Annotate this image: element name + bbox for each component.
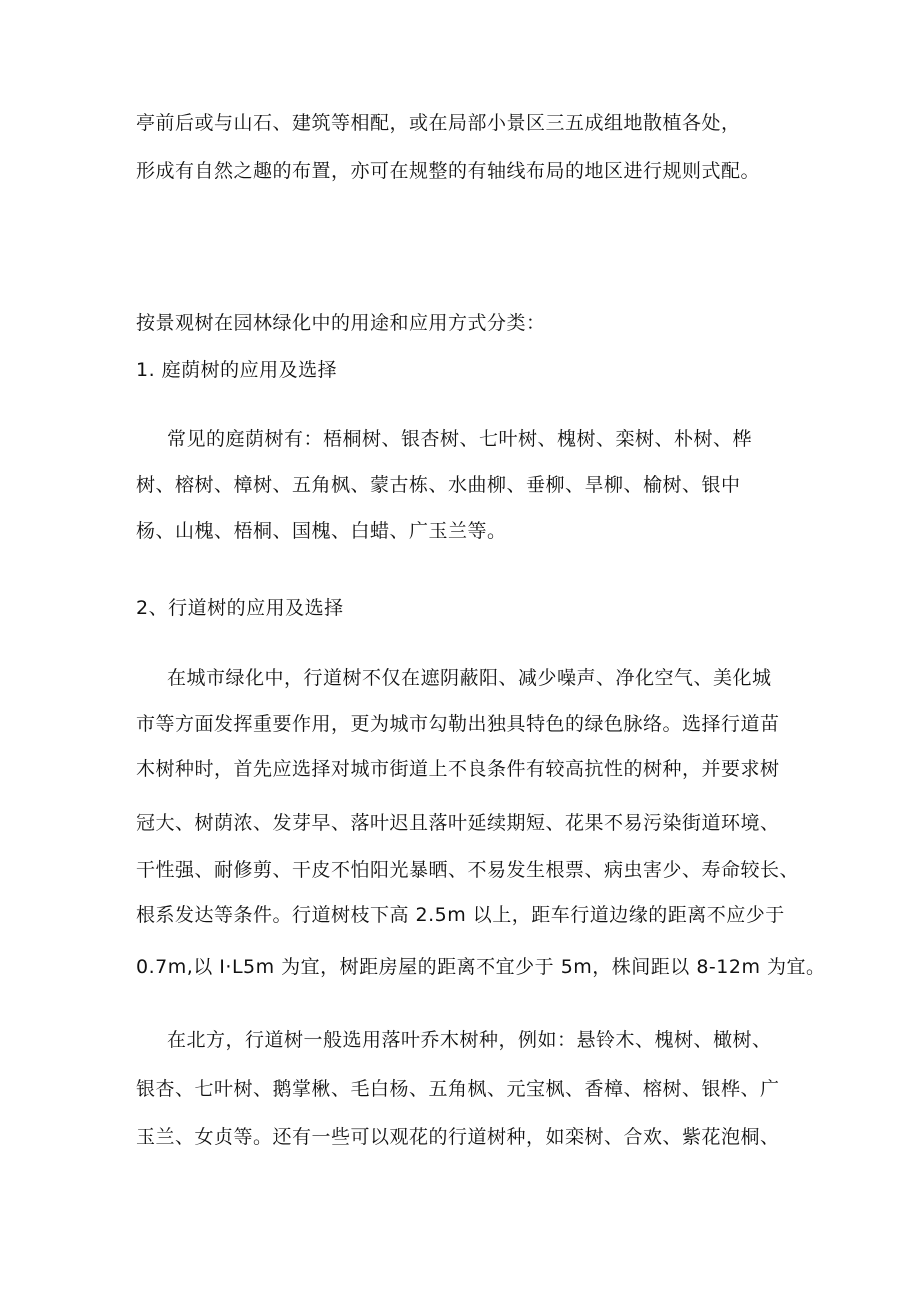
classification-heading: 按景观树在园林绿化中的用途和应用方式分类： [136,312,546,334]
section2-p1-line-1: 在城市绿化中，行道树不仅在遮阴蔽阳、减少噪声、净化空气、美化城 [167,667,772,689]
intro-line-1: 亭前后或与山石、建筑等相配，或在局部小景区三五成组地散植各处， [136,112,741,134]
section2-p1-line-5: 干性强、耐修剪、干皮不怕阳光暴晒、不易发生根票、病虫害少、寿命较长、 [136,859,800,881]
section2-p2-line-3: 玉兰、女贞等。还有一些可以观花的行道树种，如栾树、合欢、紫花泡桐、 [136,1126,780,1148]
section2-heading: 2、行道树的应用及选择 [136,597,344,619]
section2-p1-line-6: 根系发达等条件。行道树枝下高 2.5m 以上，距车行道边缘的距离不应少于 [136,904,785,926]
section1-line-1: 常见的庭荫树有：梧桐树、银杏树、七叶树、槐树、栾树、朴树、桦 [167,428,753,450]
section1-line-3: 杨、山槐、梧桐、国槐、白蜡、广玉兰等。 [136,520,507,542]
section1-line-2: 树、榕树、樟树、五角枫、蒙古栋、水曲柳、垂柳、旱柳、榆树、银中 [136,474,741,496]
section2-p1-line-7: 0.7m,以 I·L5m 为宜，树距房屋的距离不宜少于 5m，株间距以 8-12m 为宜。 [136,956,826,978]
section2-p1-line-4: 冠大、树荫浓、发芽早、落叶迟且落叶延续期短、花果不易污染街道环境、 [136,812,780,834]
section2-p2-line-2: 银杏、七叶树、鹅掌楸、毛白杨、五角枫、元宝枫、香樟、榕树、银桦、广 [136,1078,780,1100]
section2-p1-line-2: 市等方面发挥重要作用，更为城市勾勒出独具特色的绿色脉络。选择行道苗 [136,713,780,735]
section2-p1-line-3: 木树种时，首先应选择对城市街道上不良条件有较高抗性的树种，并要求树 [136,758,780,780]
section2-p2-line-1: 在北方，行道树一般选用落叶乔木树种，例如：悬铃木、槐树、橄树、 [167,1029,772,1051]
intro-line-2: 形成有自然之趣的布置，亦可在规整的有轴线布局的地区进行规则式配。 [136,160,761,182]
section1-heading: 1. 庭荫树的应用及选择 [136,359,338,381]
